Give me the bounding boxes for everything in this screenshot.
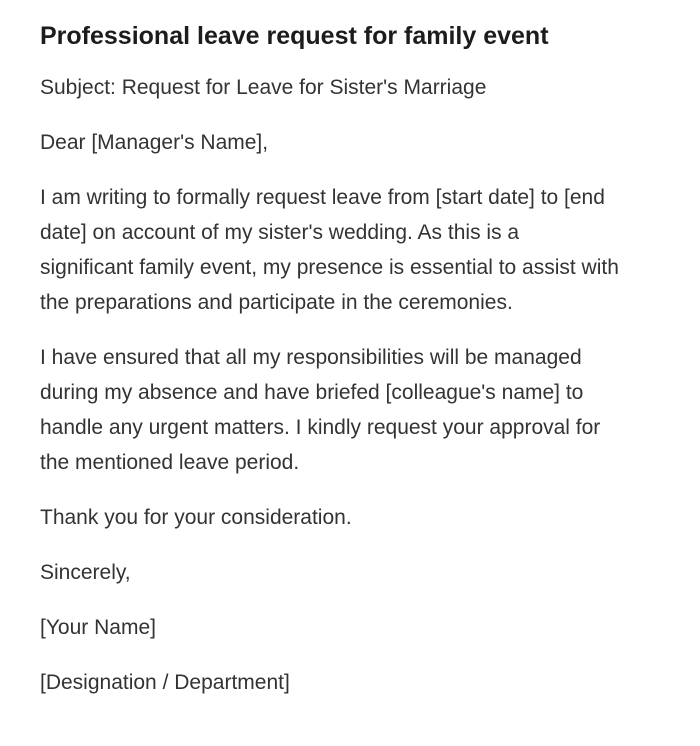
sign-off: Sincerely, (40, 561, 131, 584)
paragraph-line: the mentioned leave period. (40, 451, 300, 474)
subject-line: Subject: Request for Leave for Sister's Marriage (40, 76, 487, 99)
paragraph-line: date] on account of my sister's wedding. As this is a (40, 221, 520, 244)
closing-thanks: Thank you for your consideration. (40, 506, 352, 529)
body-paragraph-2 (40, 340, 660, 480)
paragraph-line: I am writing to formally request leave from [start date] to [end (40, 186, 605, 209)
salutation: Dear [Manager's Name], (40, 131, 269, 154)
sender-designation-placeholder: [Designation / Department] (40, 671, 290, 694)
sender-name-placeholder: [Your Name] (40, 616, 156, 639)
paragraph-line: I have ensured that all my responsibilities will be managed (40, 346, 582, 369)
paragraph-line: significant family event, my presence is essential to assist with (40, 256, 619, 279)
paragraph-line: during my absence and have briefed [colleague's name] to (40, 381, 584, 404)
body-paragraph-1 (40, 180, 660, 320)
page-title: Professional leave request for family event (40, 22, 549, 50)
paragraph-line: the preparations and participate in the ceremonies. (40, 291, 513, 314)
paragraph-line: handle any urgent matters. I kindly request your approval for (40, 416, 601, 439)
